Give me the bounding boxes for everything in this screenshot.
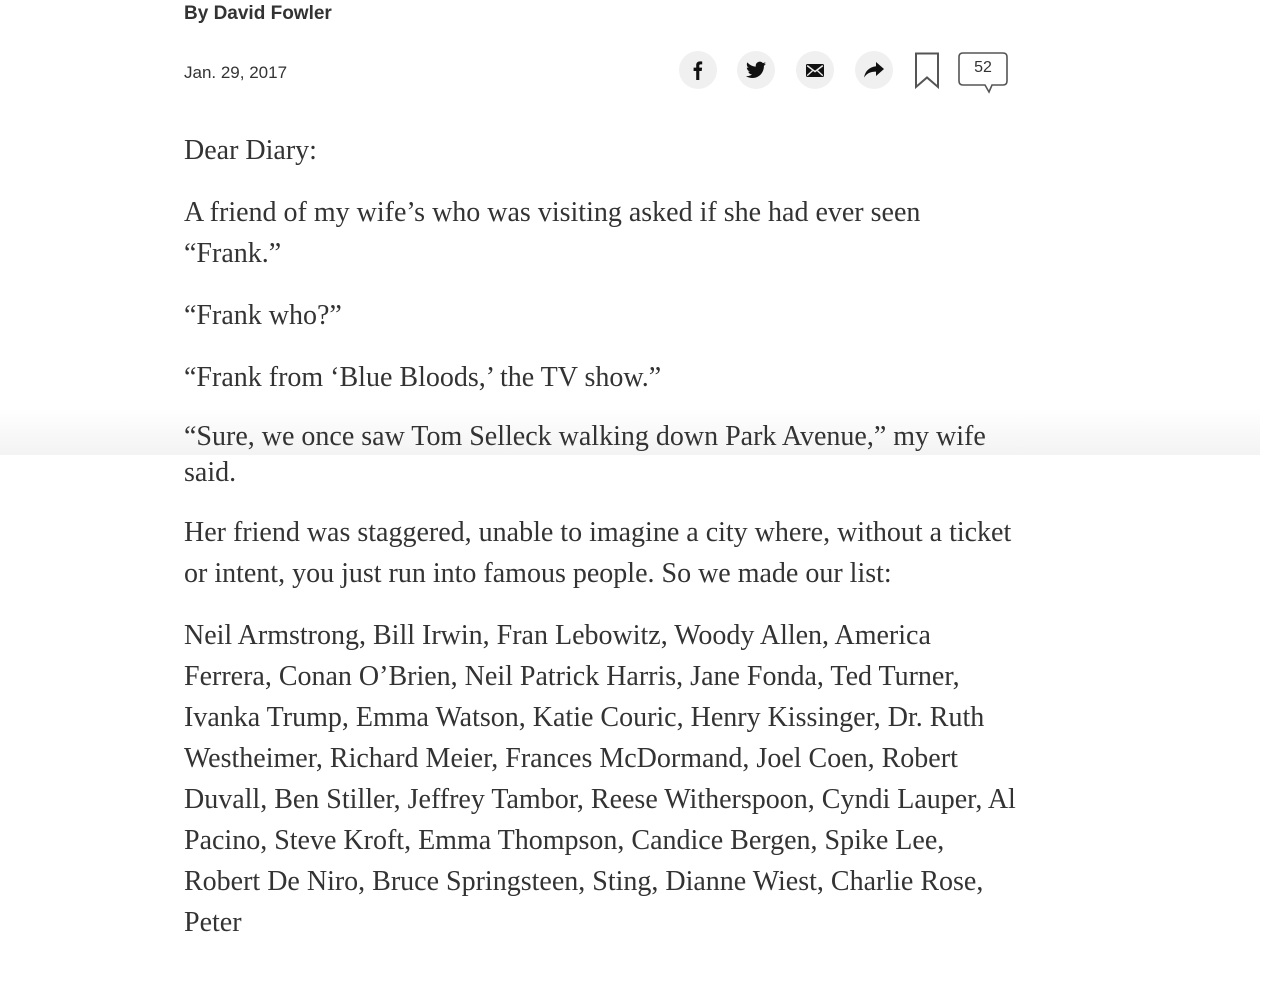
comments-button[interactable] bbox=[958, 52, 1008, 94]
comment-count: 52 bbox=[974, 59, 992, 76]
article-paragraph: Dear Diary: bbox=[184, 135, 317, 166]
article-paragraph: A friend of my wife’s who was visiting asked if she had ever seen “Frank.” bbox=[184, 197, 921, 269]
article-paragraph: Neil Armstrong, Bill Irwin, Fran Lebowitz, Woody Allen, America Ferrera, Conan O’Brien, Neil Patrick Harris, Jane Fonda, Ted Turner, Ivanka Trump, Emma Watson, Katie Couric, Henry Kissinger, Dr. Ruth Westheimer, Richard Meier, Frances McDormand, Joel Coen, Robert Duvall, Ben Stiller, Jeffrey Tambor, Reese Witherspoon, Cyndi Lauper, Al Pacino, Steve Kroft, Emma Thompson, Candice Bergen, Spike Lee, Robert De Niro, Bruce Springsteen, Sting, Dianne Wiest, Charlie Rose, Peter bbox=[184, 620, 1016, 938]
article-paragraph: “Frank from ‘Blue Bloods,’ the TV show.” bbox=[184, 362, 662, 393]
twitter-icon bbox=[746, 61, 766, 79]
share-icon bbox=[864, 62, 884, 78]
facebook-icon bbox=[689, 60, 707, 80]
article-paragraph: “Sure, we once saw Tom Selleck walking down Park Avenue,” my wife said. bbox=[184, 421, 986, 488]
twitter-share-button[interactable] bbox=[737, 51, 775, 89]
bookmark-icon bbox=[914, 52, 940, 90]
article-body bbox=[184, 130, 1024, 964]
more-share-button[interactable] bbox=[855, 51, 893, 89]
article-paragraph: “Frank who?” bbox=[184, 300, 342, 331]
email-share-button[interactable] bbox=[796, 51, 834, 89]
save-bookmark-button[interactable] bbox=[914, 52, 940, 95]
facebook-share-button[interactable] bbox=[679, 51, 717, 89]
byline: By David Fowler bbox=[184, 3, 332, 24]
publish-date: Jan. 29, 2017 bbox=[184, 63, 288, 82]
article-paragraph: Her friend was staggered, unable to imagine a city where, without a ticket or intent, you just run into famous people. So we made our list: bbox=[184, 517, 1012, 589]
email-icon bbox=[806, 64, 824, 77]
